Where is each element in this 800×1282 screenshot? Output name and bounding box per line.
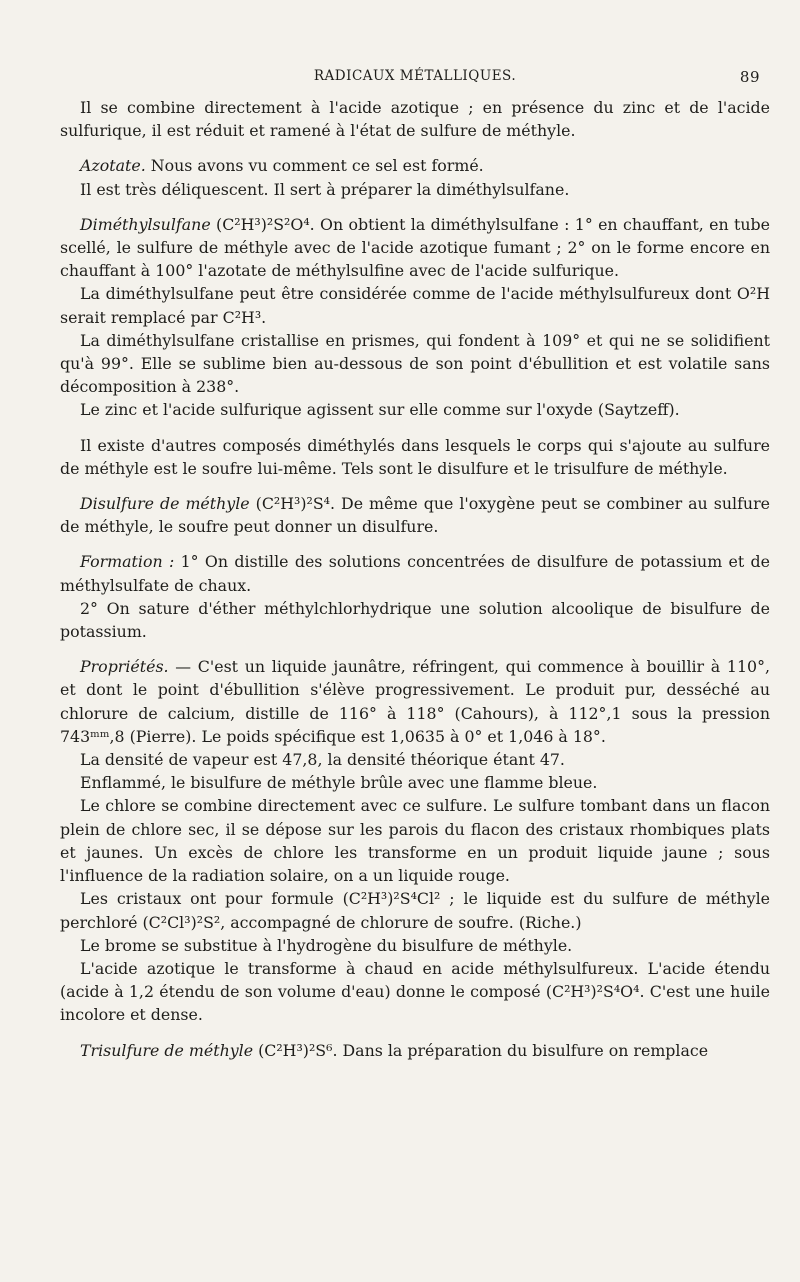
paragraph: Il se combine directement à l'acide azotique ; en présence du zinc et de l'acide sulfurique, il est réduit et ramené à l'état de sulfure de méthyle. bbox=[60, 98, 770, 141]
page-body bbox=[60, 96, 770, 1062]
paragraph: Formation : 1° On distille des solutions concentrées de disulfure de potassium et de méthylsulfate de chaux. bbox=[60, 552, 770, 595]
paragraph: Diméthylsulfane (C²H³)²S²O⁴. On obtient la diméthylsulfane : 1° en chauffant, en tube scellé, le sulfure de méthyle avec de l'acide azotique fumant ; 2° on le forme encore en chauffant à 100° l'azotate de méthylsulfine avec de l'acide sulfurique. bbox=[60, 214, 770, 281]
section-heading: Formation : bbox=[80, 552, 175, 572]
paragraph: La diméthylsulfane peut être considérée comme de l'acide méthylsulfureux dont O²H serait remplacé par C²H³. bbox=[60, 284, 770, 327]
page-number: 89 bbox=[739, 68, 760, 86]
header-title: RADICAUX MÉTALLIQUES. bbox=[313, 68, 517, 84]
paragraph: Trisulfure de méthyle (C²H³)²S⁶. Dans la préparation du bisulfure on remplace bbox=[80, 1040, 709, 1060]
paragraph: 2° On sature d'éther méthylchlorhydrique une solution alcoolique de bisulfure de potassium. bbox=[60, 598, 770, 642]
paragraph: La densité de vapeur est 47,8, la densité théorique étant 47. bbox=[80, 750, 565, 770]
section-heading: Diméthylsulfane bbox=[80, 214, 211, 234]
paragraph: Il existe d'autres composés diméthylés dans lesquels le corps qui s'ajoute au sulfure de méthyle est le soufre lui-même. Tels sont le disulfure et le trisulfure de méthyle. bbox=[60, 435, 770, 478]
paragraph: Azotate. Nous avons vu comment ce sel est formé. bbox=[80, 156, 484, 176]
paragraph: Enflammé, le bisulfure de méthyle brûle avec une flamme bleue. bbox=[80, 773, 598, 793]
section-heading: Disulfure de méthyle bbox=[80, 494, 250, 514]
running-header bbox=[60, 68, 770, 92]
section-heading: Propriétés. bbox=[80, 657, 169, 677]
paragraph: La diméthylsulfane cristallise en prismes, qui fondent à 109° et qui ne se solidifient qu'à 99°. Elle se sublime bien au-dessous de son point d'ébullition et est volatile sans décomposition à 238°. bbox=[60, 330, 770, 397]
section-heading: Trisulfure de méthyle bbox=[80, 1040, 254, 1060]
paragraph: Disulfure de méthyle (C²H³)²S⁴. De même que l'oxygène peut se combiner au sulfure de méthyle, le soufre peut donner un disulfure. bbox=[60, 494, 770, 537]
paragraph: Il est très déliquescent. Il sert à préparer la diméthylsulfane. bbox=[80, 179, 570, 199]
paragraph: Le zinc et l'acide sulfurique agissent sur elle comme sur l'oxyde (Saytzeff). bbox=[80, 400, 680, 420]
paragraph: Le brome se substitue à l'hydrogène du bisulfure de méthyle. bbox=[80, 935, 573, 955]
paragraph: L'acide azotique le transforme à chaud en acide méthylsulfureux. L'acide étendu (acide à 1,2 étendu de son volume d'eau) donne le composé (C²H³)²S⁴O⁴. C'est une huile incolore et dense. bbox=[60, 958, 770, 1025]
paragraph: Les cristaux ont pour formule (C²H³)²S⁴Cl² ; le liquide est du sulfure de méthyle perchloré (C²Cl³)²S², accompagné de chlorure de soufre. (Riche.) bbox=[60, 889, 770, 932]
paragraph: Le chlore se combine directement avec ce sulfure. Le sulfure tombant dans un flacon plein de chlore sec, il se dépose sur les parois du flacon des cristaux rhombiques plats et jaunes. Un excès de chlore les transforme en un produit liquide jaune ; sous l'influence de la radiation solaire, on a un liquide rouge. bbox=[60, 796, 770, 886]
paragraph: Propriétés. — C'est un liquide jaunâtre, réfringent, qui commence à bouillir à 110°, et dont le point d'ébullition s'élève progressivement. Le produit pur, desséché au chlorure de calcium, distille de 116° à 118° (Cahours), à 112°,1 sous la pression 743ᵐᵐ,8 (Pierre). Le poids spécifique est 1,0635 à 0° et 1,046 à 18°. bbox=[60, 657, 770, 746]
section-heading: Azotate. bbox=[80, 156, 146, 176]
